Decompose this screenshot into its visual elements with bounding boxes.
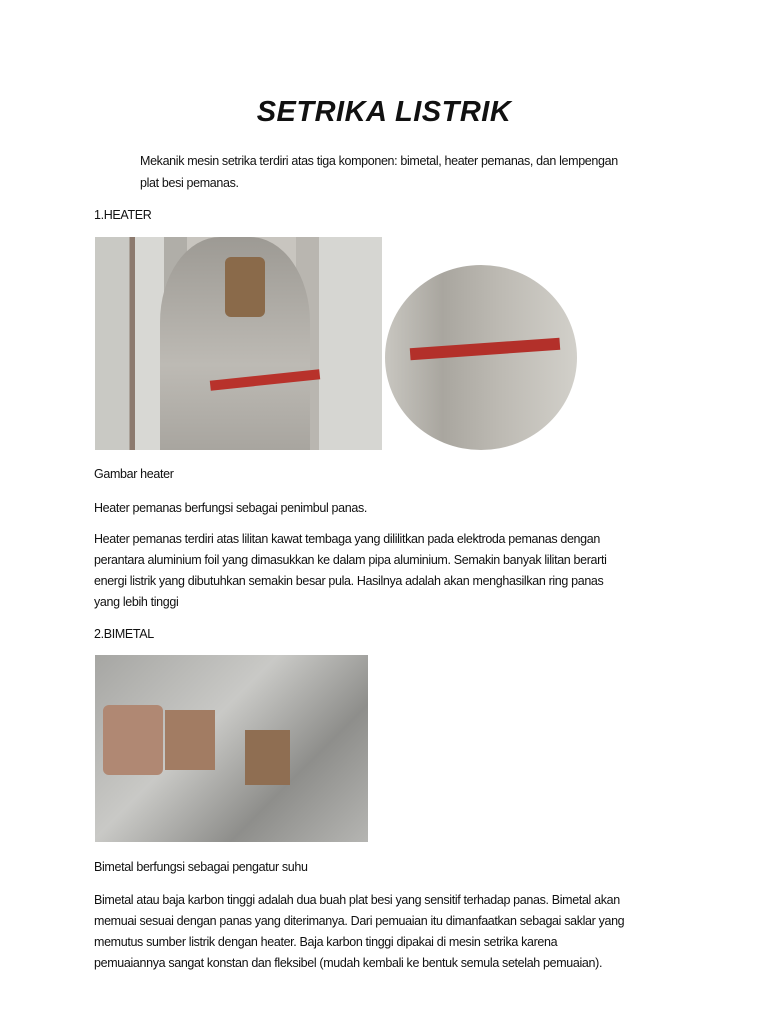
- heater-paragraph-line: perantara aluminium foil yang dimasukkan ke dalam pipa aluminium. Semakin banyak lilitan berarti: [94, 553, 607, 567]
- intro-line: Mekanik mesin setrika terdiri atas tiga komponen: bimetal, heater pemanas, dan lempengan: [140, 154, 618, 168]
- bimetal-paragraph-line: memutus sumber listrik dengan heater. Baja karbon tinggi dipakai di mesin setrika karena: [94, 935, 558, 949]
- heater-caption: Gambar heater: [94, 467, 174, 481]
- bimetal-paragraph-line: memuai sesuai dengan panas yang diterimanya. Dari pemuaian itu dimanfaatkan sebagai saklar yang: [94, 914, 625, 928]
- heater-heading: 1.HEATER: [94, 208, 152, 222]
- bimetal-heading: 2.BIMETAL: [94, 627, 154, 641]
- heater-paragraph-line: yang lebih tinggi: [94, 595, 179, 609]
- page-title: SETRIKA LISTRIK: [256, 96, 512, 128]
- heater-photo: [95, 237, 382, 450]
- bimetal-paragraph-line: Bimetal atau baja karbon tinggi adalah dua buah plat besi yang sensitif terhadap panas. Bimetal akan: [94, 893, 620, 907]
- bimetal-photo: [95, 655, 368, 842]
- heater-closeup-photo: [385, 265, 577, 450]
- bimetal-function: Bimetal berfungsi sebagai pengatur suhu: [94, 860, 308, 874]
- heater-function: Heater pemanas berfungsi sebagai penimbul panas.: [94, 501, 367, 515]
- heater-paragraph-line: Heater pemanas terdiri atas lilitan kawat tembaga yang dililitkan pada elektroda pemanas dengan: [94, 532, 600, 546]
- intro-line: plat besi pemanas.: [140, 176, 239, 190]
- heater-paragraph-line: energi listrik yang dibutuhkan semakin besar pula. Hasilnya adalah akan menghasilkan ring panas: [94, 574, 604, 588]
- bimetal-paragraph-line: pemuaiannya sangat konstan dan fleksibel (mudah kembali ke bentuk semula setelah pemuaian).: [94, 956, 603, 970]
